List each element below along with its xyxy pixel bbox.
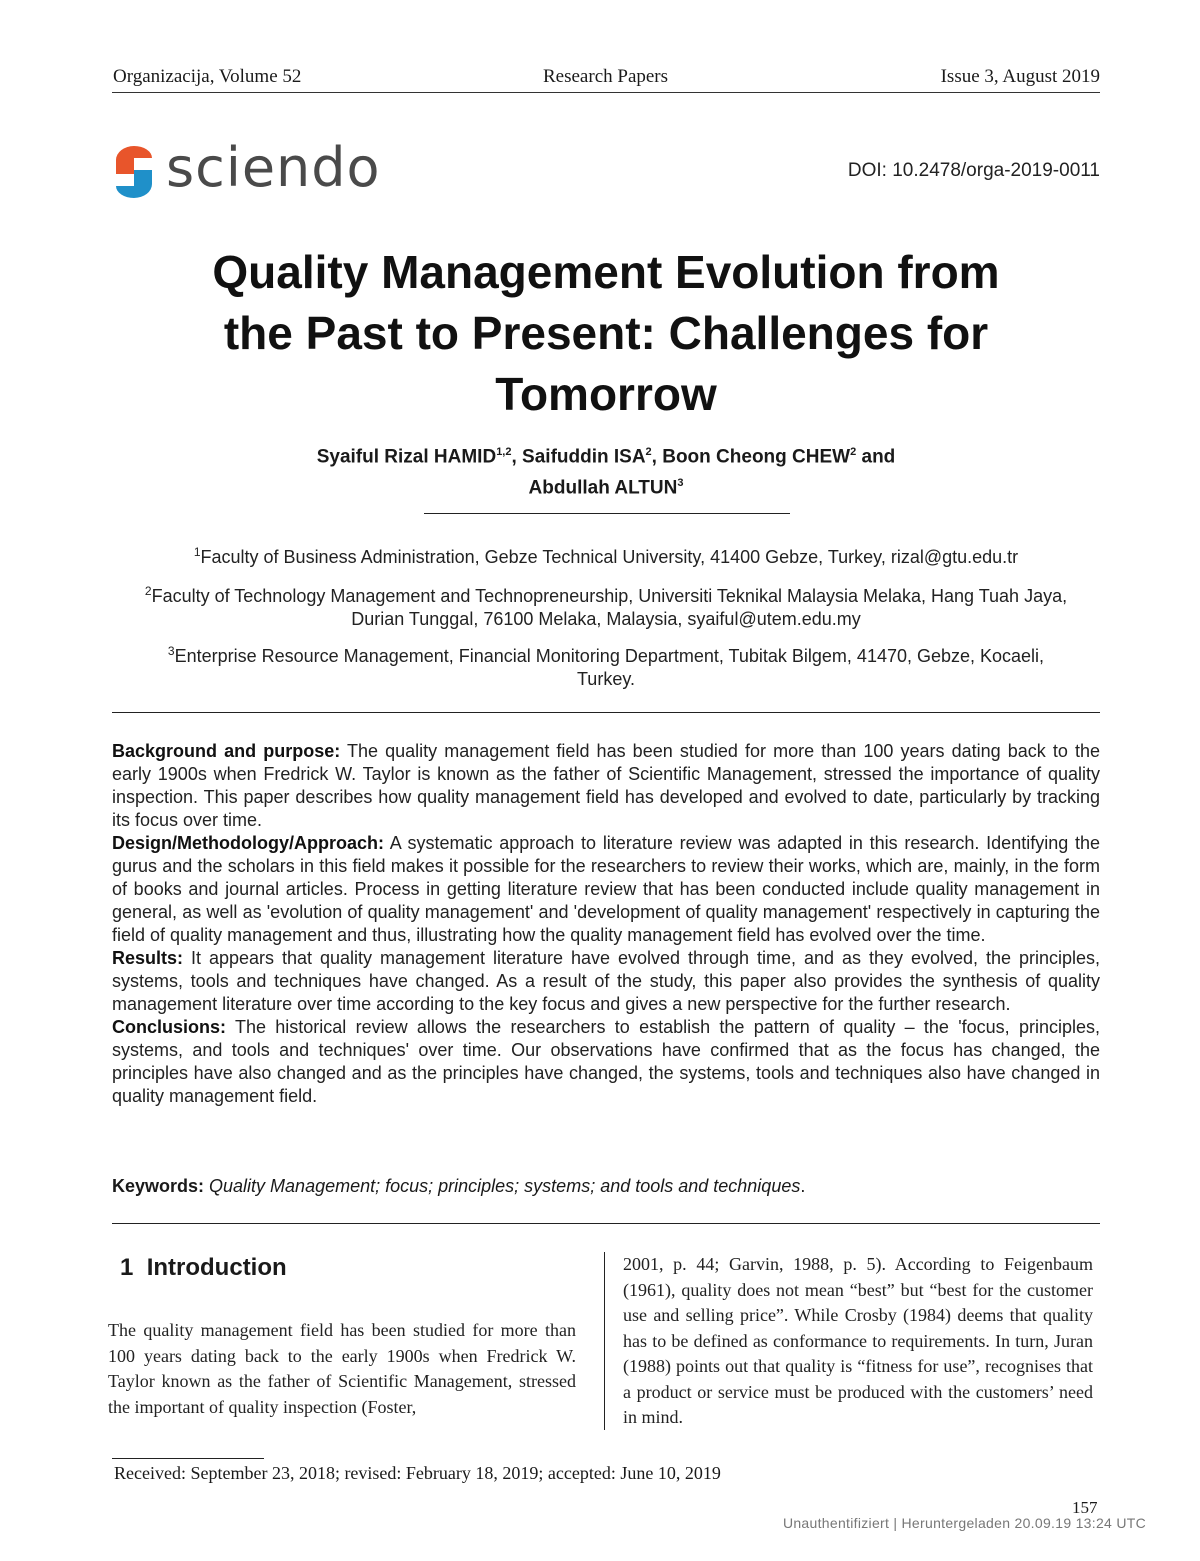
sciendo-logo [114,136,381,204]
author-name: Saifuddin ISA [522,446,646,468]
affiliation-3 [112,640,1100,691]
abstract-top-rule [112,712,1100,713]
affiliation-1 [112,541,1100,569]
affiliation-2 [112,580,1100,631]
abstract-results [112,947,1100,1016]
body-top-rule [112,1223,1100,1224]
author-conjunction: and [861,446,896,468]
author-name: Boon Cheong CHEW [662,446,851,468]
keywords-label: Keywords: [112,1176,205,1196]
section-number: 1 [120,1254,134,1281]
affiliation-text: Durian Tunggal, 76100 Melaka, Malaysia, syaiful@utem.edu.my [351,609,861,629]
affiliation-text: Faculty of Business Administration, Gebze Technical University, 41400 Gebze, Turkey, rizal@gtu.edu.tr [200,547,1019,567]
author-list: Syaiful Rizal HAMID$^{1,2}$, Saifuddin ISA$^2$, Boon Cheong CHEW$^2$ and Abdullah ALTUN$^3$ [316,446,896,499]
doi: DOI: 10.2478/orga-2019-0011 [847,160,1100,181]
abstract-background [112,740,1100,832]
author-affil-sup: 2 [850,446,857,458]
abstract [112,740,1100,1108]
affiliation-sup: 1 [193,545,201,559]
abstract-text: The quality management field has been studied for more than 100 years dating back to the early 1900s when Fredrick W. Taylor is known as the father of Scientific Management, stressed the importance of quality inspection. This paper describes how quality management field has developed and evolved to date, particularly by tracking its focus over time. [112,741,1100,830]
header-journal: Organizacija, Volume 52 [113,66,302,87]
affiliation-text: Enterprise Resource Management, Financial Monitoring Department, Tubitak Bilgem, 41470, Gebze, Kocaeli, [174,646,1045,666]
body-column-left: The quality management field has been studied for more than 100 years dating back to the early 1900s when Fredrick W. Taylor known as the father of Scientific Management, stressed the important of quality inspection (Foster, [108,1320,576,1417]
abstract-text: A systematic approach to literature review was adapted in this research. Identifying the gurus and the scholars in this field makes it possible for the researchers to review their works, which are, mainly, in the form of books and journal articles. Process in getting literature review that has been conducted include quality management in general, as well as 'evolution of quality management' and 'development of quality management' respectively in capturing the field of quality management and thus, illustrating how the quality management field has evolved over the time. [112,833,1100,945]
logo-wordmark: sciendo [166,136,381,199]
author-rule [424,513,790,514]
abstract-text: It appears that quality management literature have evolved through time, and as they evolved, the principles, systems, tools and techniques have changed. As a result of the study, this paper also provides the synthesis of quality management literature over time according to the key focus and gives a new perspective for the further research. [112,948,1100,1014]
header-issue: Issue 3, August 2019 [940,66,1100,87]
affiliation-text: Turkey. [576,669,635,689]
column-divider [604,1252,605,1430]
abstract-label: Conclusions: [112,1017,227,1037]
author-name: Abdullah ALTUN [528,477,678,499]
title-line-2: the Past to Present: Challenges for [223,307,989,359]
author-affil-sup: 1,2 [496,446,512,458]
footnote-rule [112,1458,264,1459]
sciendo-mark-icon [114,144,154,200]
abstract-design [112,832,1100,947]
title-line-1: Quality Management Evolution from [212,246,1000,298]
paper-title [130,242,1082,425]
affiliation-text: Faculty of Technology Management and Technopreneurship, Universiti Teknikal Malaysia Melaka, Hang Tuah Jaya, [151,586,1068,606]
section-heading [120,1254,287,1282]
author-affil-sup: 2 [645,446,652,458]
download-watermark: Unauthentifiziert | Heruntergeladen 20.09.19 13:24 UTC [782,1515,1146,1531]
page-number: 157 [1072,1498,1098,1517]
section-title: Introduction [146,1254,287,1281]
author-name: Syaiful Rizal HAMID [316,446,497,468]
header-section: Research Papers [543,66,669,87]
body-column-right: 2001, p. 44; Garvin, 1988, p. 5). According to Feigenbaum (1961), quality does not mean “best” but “best for the customer use and selling price”. While Crosby (1984) deems that quality has to be defined as conformance to requirements. In turn, Juran (1988) points out that quality is “fitness for use”, recognises that a product or service must be produced with the customers’ need in mind. [623,1254,1093,1427]
keywords [112,1175,1100,1198]
abstract-label: Results: [112,948,184,968]
keywords-end: . [800,1176,806,1196]
footnote-received: Received: September 23, 2018; revised: February 18, 2019; accepted: June 10, 2019 [114,1463,721,1483]
header-rule [112,92,1100,93]
author-affil-sup: 3 [677,477,684,490]
affiliation-sup: 3 [167,644,175,658]
abstract-text: The historical review allows the researchers to establish the pattern of quality – the 'focus, principles, systems, and tools and techniques' over time. Our observations have confirmed that as the focus has changed, the principles have also changed and as the principles have changed, the systems, tools and techniques also have changed in quality management field. [112,1017,1100,1106]
title-line-3: Tomorrow [495,368,717,420]
abstract-label: Background and purpose: [112,741,341,761]
keywords-text: Quality Management; focus; principles; systems; and tools and techniques [204,1176,801,1196]
abstract-conclusions [112,1016,1100,1108]
affiliation-sup: 2 [144,584,152,598]
abstract-label: Design/Methodology/Approach: [112,833,384,853]
